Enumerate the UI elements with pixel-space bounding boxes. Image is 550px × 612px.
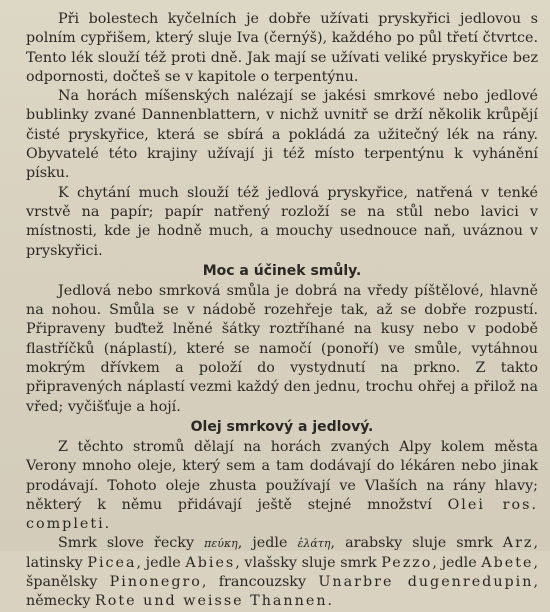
names-text: , latinsky	[26, 535, 539, 571]
paragraph: K chytání much slouží též jedlová pryskyřice, natřená v tenké vrstvě na papír; papír natřený rozloží se na stůl nebo lavici v místnosti, kde je hodně much, a mouchy usednouce naň, uváznou v pryskyřici.	[26, 184, 538, 259]
latin-spruce-name: Picea	[87, 554, 137, 571]
spanish-name: Pinonegro	[109, 574, 202, 591]
section-heading: Olej smrkový a jedlový.	[190, 418, 374, 435]
italian-spruce-name: Pezzo	[381, 554, 433, 571]
french-name: Unarbre dugenredupin	[318, 574, 534, 591]
arabic-spruce-name: Arz	[502, 535, 534, 552]
names-text: , španělsky	[26, 554, 538, 591]
paragraph	[26, 438, 538, 534]
paragraph: Jedlová nebo smrková smůla je dobrá na vředy píštělové, hlavně na nohou. Smůla se v nádobě rozehřeje tak, až se dobře rozpustí. Připraveny buďtež lněné šátky roztříhané na kusy nebo v podobě flastříčků (náplastí), které se namočí (ponoří) ve smůle, vytáhnou mokrým dřívkem a položí do vystydnutí na prkno. Z takto připravených náplastí vezmi každý den jednu, trochu ohřej a přilož na vřed; vyčišťuje a hojí.	[26, 282, 538, 415]
italian-fir-name: Abete	[481, 554, 534, 571]
paragraph: Při bolestech kyčelních je dobře užívati pryskyřici jedlovou s polním cypřišem, který sluje Iva (černýš), každého po půl třetí čtvrtce. Tento lék slouží též proti dně. Jak mají se užívati veliké pryskyřice bez odpornosti, dočteš se v kapitole o terpentýnu.	[26, 11, 538, 85]
names-text: , francouzsky	[201, 574, 307, 591]
paragraph-text: Z těchto stromů dělají na horách zvaných Alpy kolem města Verony mnoho oleje, který sem a tam dodávají do lékáren nebo jinak prodávají. Tohoto oleje zhusta používají ve Vlaších na rány hlavy; některý k němu přidávají ještě stejné množství	[26, 438, 538, 513]
latin-fir-name: Abies	[185, 554, 236, 571]
names-text: , vlašsky sluje smrk	[235, 554, 377, 571]
names-text: , jedle	[432, 554, 477, 571]
greek-fir-name: ἐλάτη	[297, 537, 331, 551]
paragraph: Na horách míšenských nalézají se jakési smrkové nebo jedlové bublinky zvané Dannenblattern, v nichž uvnitř se drží několik krůpějí čisté pryskyřice, která se sbírá a pokládá za užitečný lék na rány. Obyvatelé této krajiny užívají ji též místo terpentýnu k vyhánění písku.	[26, 88, 538, 182]
latin-recipe-term: Olei ros. completi.	[26, 496, 538, 533]
names-text: , arabsky sluje smrk	[330, 535, 493, 552]
names-text: , německy	[26, 574, 539, 610]
german-name: Rote und weisse Thannen	[94, 593, 328, 610]
names-text: , jedle	[237, 535, 288, 552]
names-text: .	[327, 593, 333, 610]
section-heading: Moc a účinek smůly.	[202, 262, 362, 279]
paragraph	[26, 534, 538, 611]
greek-spruce-name: πεύκη	[204, 537, 238, 551]
names-intro: Smrk slove řecky	[58, 535, 195, 552]
names-text: , jedle	[136, 554, 181, 571]
